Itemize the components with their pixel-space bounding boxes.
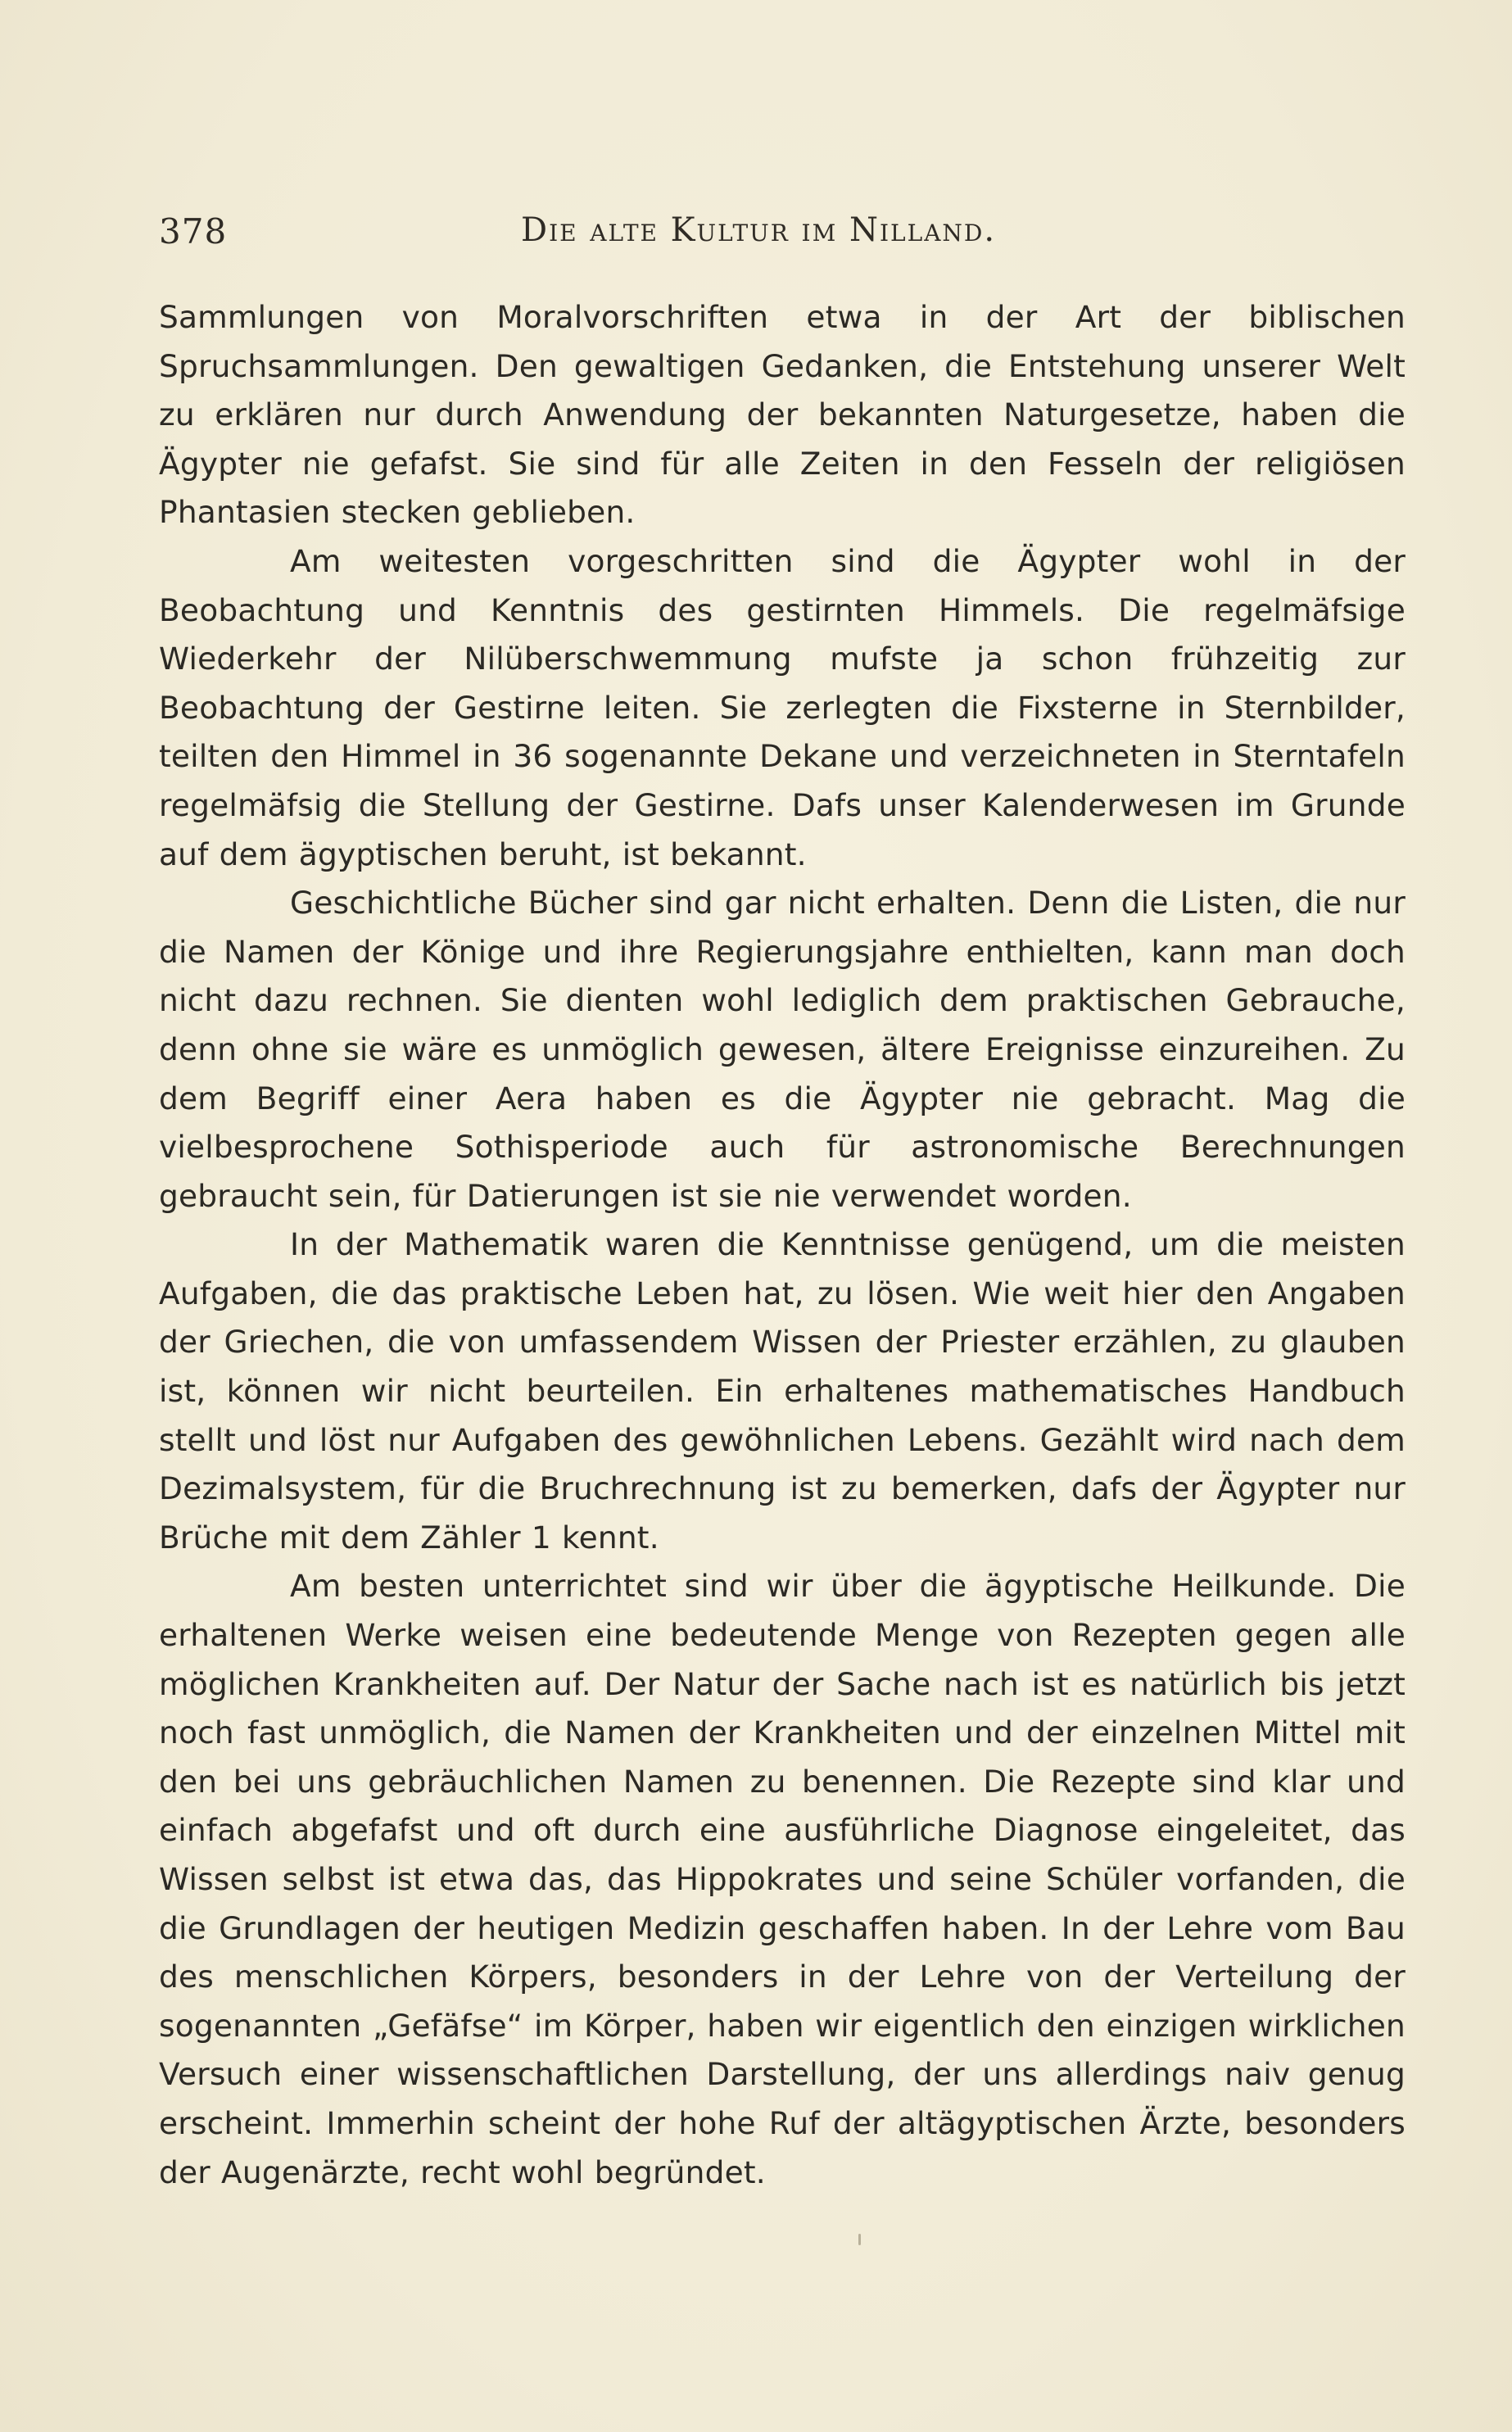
page-number: 378 <box>159 211 228 251</box>
page-header <box>159 211 1404 260</box>
paper-blemish <box>858 2234 861 2245</box>
paragraph-mathematics: In der Mathematik waren die Kenntnisse genügend, um die meisten Aufgaben, die das praktische Leben hat, zu lösen. Wie weit hier den Angaben der Griechen, die von umfassendem Wissen der Priester erzählen, zu glauben ist, können wir nicht beurteilen. Ein erhaltenes mathematisches Handbuch stellt und löst nur Aufgaben des gewöhnlichen Lebens. Gezählt wird nach dem Dezimalsystem, für die Bruchrechnung ist zu bemerken, dafs der Ägypter nur Brüche mit dem Zähler 1 kennt. <box>159 1226 1406 1556</box>
body-text <box>159 293 1406 2197</box>
running-head: Die alte Kultur im Nilland. <box>521 211 997 249</box>
paragraph-astronomy: Am weitesten vorgeschritten sind die Ägypter wohl in der Beobachtung und Kenntnis des gestirnten Himmels. Die regelmäfsige Wiederkehr der Nilüberschwemmung mufste ja schon frühzeitig zur Beobachtung der Gestirne leiten. Sie zerlegten die Fixsterne in Sternbilder, teilten den Himmel in 36 sogenannte Dekane und verzeichneten in Sterntafeln regelmäfsig die Stellung der Gestirne. Dafs unser Kalenderwesen im Grunde auf dem ägyptischen beruht, ist bekannt. <box>159 542 1406 872</box>
paragraph-continuation: Sammlungen von Moralvorschriften etwa in der Art der biblischen Spruchsammlungen. Den gewaltigen Gedanken, die Entstehung unserer Welt zu erklären nur durch Anwendung der bekannten Naturgesetze, haben die Ägypter nie gefafst. Sie sind für alle Zeiten in den Fesseln der religiösen Phantasien stecken geblieben. <box>159 299 1406 531</box>
paragraph-medicine: Am besten unterrichtet sind wir über die ägyptische Heilkunde. Die erhaltenen Werke weisen eine bedeutende Menge von Rezepten gegen alle möglichen Krankheiten auf. Der Natur der Sache nach ist es natürlich bis jetzt noch fast unmöglich, die Namen der Krankheiten und der einzelnen Mittel mit den bei uns gebräuchlichen Namen zu benennen. Die Rezepte sind klar und einfach abgefafst und oft durch eine ausführliche Diagnose eingeleitet, das Wissen selbst ist etwa das, das Hippokrates und seine Schüler vorfanden, die die Grundlagen der heutigen Medizin geschaffen haben. In der Lehre vom Bau des menschlichen Körpers, besonders in der Lehre von der Verteilung der sogenannten „Gefäfse“ im Körper, haben wir eigentlich den einzigen wirklichen Versuch einer wissenschaftlichen Darstellung, der uns allerdings naiv genug erscheint. Immerhin scheint der hohe Ruf der altägyptischen Ärzte, besonders der Augenärzte, recht wohl begründet. <box>159 1568 1406 2190</box>
paragraph-history: Geschichtliche Bücher sind gar nicht erhalten. Denn die Listen, die nur die Namen der Könige und ihre Regierungsjahre enthielten, kann man doch nicht dazu rechnen. Sie dienten wohl lediglich dem praktischen Gebrauche, denn ohne sie wäre es unmöglich gewesen, ältere Ereignisse einzureihen. Zu dem Begriff einer Aera haben es die Ägypter nie gebracht. Mag die vielbesprochene Sothisperiode auch für astronomische Berechnungen gebraucht sein, für Datierungen ist sie nie verwendet worden. <box>159 885 1406 1214</box>
